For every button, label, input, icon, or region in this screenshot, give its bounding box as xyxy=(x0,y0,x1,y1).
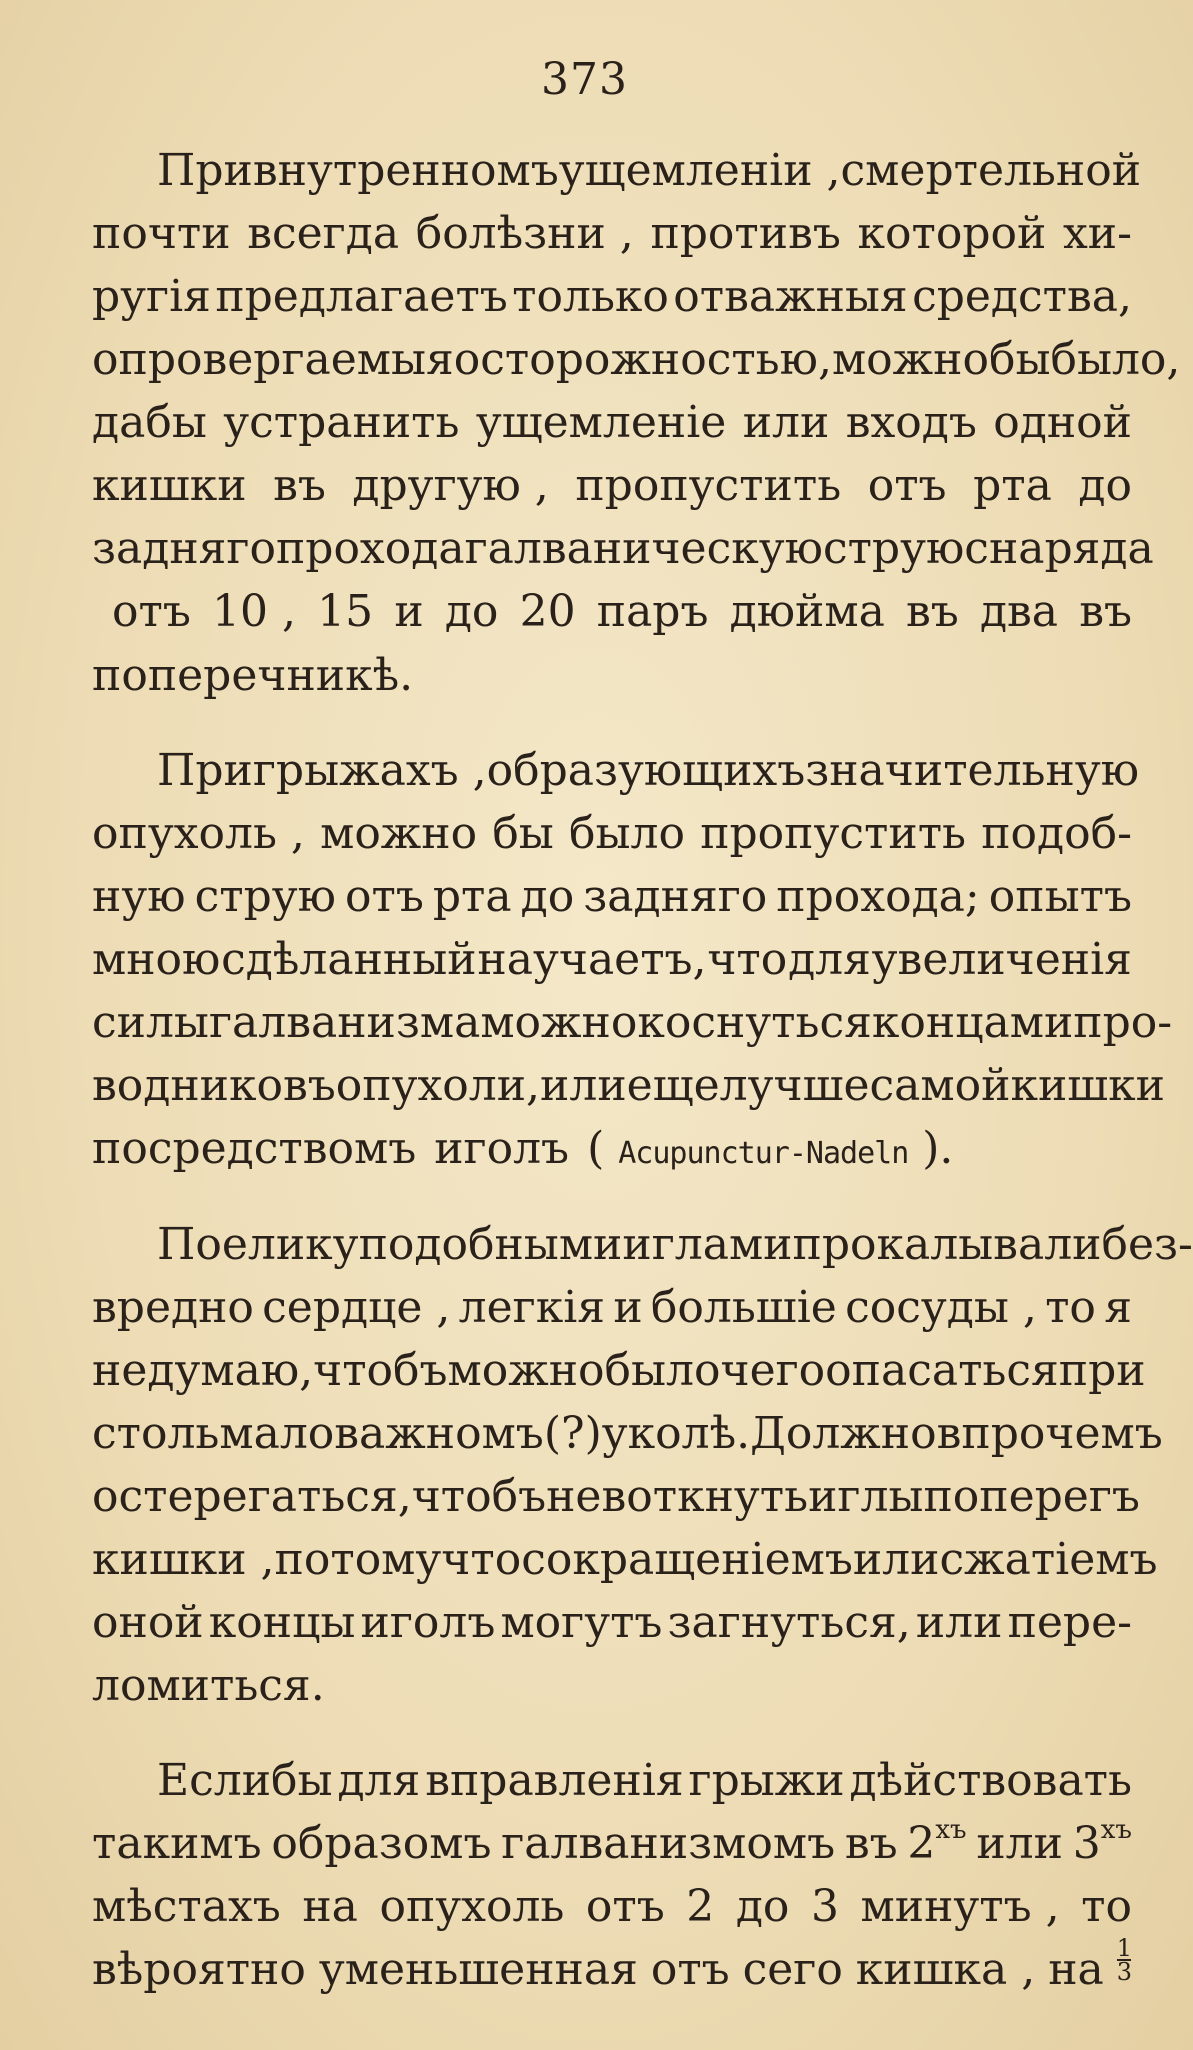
word: минутъ , xyxy=(860,1881,1060,1932)
word: было, xyxy=(1050,334,1181,385)
word: смертельной xyxy=(840,145,1142,196)
word: Поелику xyxy=(157,1219,359,1270)
text-line xyxy=(92,1811,1132,1877)
word: увеличенія xyxy=(871,934,1132,985)
word: ( Acupunctur-Nadeln ). xyxy=(587,1123,954,1174)
word: дабы xyxy=(92,397,207,448)
word: поперегъ xyxy=(923,1471,1140,1522)
text-line xyxy=(112,579,1132,645)
word: иглы xyxy=(808,1471,924,1522)
word: образующихъ xyxy=(486,745,806,796)
word: опухоли, xyxy=(335,1060,541,1111)
text-line xyxy=(92,201,1132,267)
text-line xyxy=(92,1053,1165,1119)
word: лучше xyxy=(719,1060,870,1111)
word: галванизмомъ xyxy=(501,1818,836,1869)
word: ущемленіе xyxy=(475,397,727,448)
word: для xyxy=(337,1755,421,1806)
word: чего xyxy=(720,1345,826,1396)
word: иглами xyxy=(622,1219,793,1270)
word: 10 , xyxy=(212,586,296,637)
word: только xyxy=(512,271,669,322)
word: другую , xyxy=(352,460,549,511)
ordinal-superscript: хъ xyxy=(1100,1815,1132,1845)
word: въ xyxy=(1079,586,1132,637)
word: прокалывали xyxy=(792,1219,1102,1270)
word: силы xyxy=(92,997,209,1048)
word: болѣзни , xyxy=(415,208,634,259)
word: до xyxy=(1078,460,1132,511)
word: и xyxy=(394,586,424,637)
word: 15 xyxy=(317,586,374,637)
word: рта xyxy=(973,460,1052,511)
text-line xyxy=(92,1116,1132,1182)
word: устранить xyxy=(223,397,460,448)
text-line xyxy=(92,1653,1132,1719)
word: или xyxy=(742,397,830,448)
text-line xyxy=(92,327,1181,393)
word: или xyxy=(976,1818,1063,1869)
word: въ xyxy=(906,586,959,637)
word: или xyxy=(540,1060,627,1111)
word: вредно xyxy=(92,1282,254,1333)
page-number: 373 xyxy=(541,54,628,105)
word: уколѣ. xyxy=(601,1408,751,1459)
text-line xyxy=(92,801,1132,867)
word: пропустить xyxy=(575,460,842,511)
word: При xyxy=(157,145,253,196)
word: было xyxy=(569,808,685,859)
word: отъ xyxy=(112,586,191,637)
text-line xyxy=(92,1464,1140,1530)
word: 2 xyxy=(686,1881,715,1932)
word: до xyxy=(444,586,499,637)
word: впрочемъ xyxy=(936,1408,1163,1459)
word: можно xyxy=(480,997,638,1048)
word: иголъ xyxy=(434,1123,570,1174)
word: не xyxy=(546,1471,602,1522)
word: опухоль , xyxy=(92,808,305,859)
word: кишки xyxy=(92,460,247,511)
text-line xyxy=(92,1275,1132,1341)
word: остерегаться, xyxy=(92,1471,412,1522)
word: загнуться, xyxy=(667,1597,911,1648)
word: до xyxy=(735,1881,790,1932)
word: воткнуть xyxy=(601,1471,809,1522)
word: грыжахъ , xyxy=(252,745,487,796)
fraction xyxy=(1116,1934,1132,2003)
word: научаетъ, xyxy=(477,934,707,985)
word: то xyxy=(1081,1881,1132,1932)
word: без- xyxy=(1101,1219,1193,1270)
word: паръ xyxy=(596,586,709,637)
word: (?) xyxy=(543,1408,602,1459)
word: подобными xyxy=(358,1219,623,1270)
text-line xyxy=(92,516,1154,582)
word: на xyxy=(1048,1944,1104,1995)
word: снаряда xyxy=(964,523,1154,574)
fraction-numerator: 1 xyxy=(1116,1934,1132,1962)
text-line xyxy=(92,643,1132,709)
word: водниковъ xyxy=(92,1060,336,1111)
word: предлагаетъ xyxy=(215,271,508,322)
word: противъ xyxy=(650,208,841,259)
word: струю xyxy=(822,523,965,574)
word: отъ xyxy=(344,871,424,922)
word: про- xyxy=(1073,997,1173,1048)
word: можно xyxy=(447,1345,605,1396)
word: $2^{хъ}$ xyxy=(907,1815,967,1869)
word: 3 xyxy=(810,1881,839,1932)
word: два xyxy=(979,586,1059,637)
fraction-denominator: 3 xyxy=(1116,1958,1132,1986)
word: еще xyxy=(626,1060,720,1111)
word: кишки , xyxy=(92,1534,275,1585)
word: и xyxy=(613,1282,643,1333)
text-line xyxy=(92,864,1132,930)
word: Еслибы xyxy=(157,1755,333,1806)
word: большіе xyxy=(650,1282,837,1333)
word: отъ xyxy=(650,1944,730,1995)
word: подоб- xyxy=(981,808,1132,859)
word: Должно xyxy=(750,1408,937,1459)
word: при xyxy=(1058,1345,1146,1396)
word: одной xyxy=(993,397,1132,448)
word: 20 xyxy=(519,586,576,637)
word: ломиться. xyxy=(92,1660,325,1711)
text-line xyxy=(92,453,1132,519)
word: концами xyxy=(871,997,1074,1048)
word: дюйма xyxy=(729,586,885,637)
word: задняго xyxy=(583,871,768,922)
word: бы xyxy=(492,808,554,859)
word: могутъ xyxy=(500,1597,663,1648)
word: думаю, xyxy=(147,1345,314,1396)
word: прохода; xyxy=(776,871,980,922)
word: посредствомъ xyxy=(92,1123,417,1174)
word: сего xyxy=(742,1944,843,1995)
word: оной xyxy=(92,1597,204,1648)
word: вправленія xyxy=(425,1755,684,1806)
word: въ xyxy=(273,460,326,511)
word: концы xyxy=(208,1597,356,1648)
word: мною xyxy=(92,934,221,985)
word: то xyxy=(1045,1282,1096,1333)
word: чтобъ xyxy=(411,1471,547,1522)
word: дѣйствовать xyxy=(849,1755,1132,1806)
word: сосуды , xyxy=(845,1282,1037,1333)
word: кишки xyxy=(1010,1060,1165,1111)
word: $3^{хъ}$ xyxy=(1072,1815,1132,1869)
word: коснуться xyxy=(637,997,872,1048)
word: сердце , xyxy=(262,1282,451,1333)
word: что xyxy=(707,934,788,985)
text-line xyxy=(157,738,1140,804)
word: что xyxy=(441,1534,522,1585)
text-line xyxy=(157,138,1142,204)
text-line xyxy=(92,1401,1163,1467)
word: поперечникѣ. xyxy=(92,650,414,701)
word: При xyxy=(157,745,253,796)
word: опасаться xyxy=(825,1345,1059,1396)
word: сдѣланный xyxy=(221,934,477,985)
word: внутренномъ xyxy=(252,145,559,196)
text-line xyxy=(92,927,1132,993)
word: осторожностью, xyxy=(453,334,832,385)
text-line xyxy=(92,264,1132,330)
word: ущемленіи , xyxy=(558,145,841,196)
word: уменьшенная xyxy=(318,1944,638,1995)
word: до xyxy=(520,871,575,922)
word: галваническую xyxy=(464,523,823,574)
word: образомъ xyxy=(271,1818,492,1869)
word: входъ xyxy=(845,397,977,448)
word: въ xyxy=(844,1818,898,1869)
word: струю xyxy=(194,871,336,922)
text-line xyxy=(157,1748,1132,1814)
word: отважныя xyxy=(673,271,908,322)
word: мѣстахъ xyxy=(92,1881,281,1932)
word: было xyxy=(604,1345,721,1396)
word: кишка , xyxy=(855,1944,1036,1995)
word: опровергаемыя xyxy=(92,334,454,385)
word: отъ xyxy=(867,460,947,511)
word: прохода xyxy=(275,523,465,574)
word: я xyxy=(1104,1282,1132,1333)
text-line xyxy=(92,390,1132,456)
word: рта xyxy=(432,871,512,922)
word: иголъ xyxy=(360,1597,496,1648)
word: значительную xyxy=(805,745,1140,796)
word: чтобъ xyxy=(313,1345,448,1396)
word: пере- xyxy=(1007,1597,1132,1648)
word: почти xyxy=(92,208,231,259)
word: ругія xyxy=(92,271,211,322)
word: можно xyxy=(320,808,478,859)
word: всегда xyxy=(247,208,400,259)
word: средства, xyxy=(912,271,1132,322)
word: опытъ xyxy=(988,871,1132,922)
word: или xyxy=(852,1534,940,1585)
word: пропустить xyxy=(700,808,966,859)
word: потому xyxy=(274,1534,442,1585)
word: хи- xyxy=(1062,208,1132,259)
word: сокращеніемъ xyxy=(521,1534,853,1585)
text-line xyxy=(92,990,1173,1056)
word: вѣроятно xyxy=(92,1944,306,1995)
word: маловажномъ xyxy=(219,1408,544,1459)
text-line xyxy=(92,1874,1132,1940)
word: или xyxy=(915,1597,1003,1648)
word: задняго xyxy=(92,523,276,574)
word: которой xyxy=(857,208,1047,259)
text-line xyxy=(157,1212,1193,1278)
text-line xyxy=(92,1527,1158,1593)
word: такимъ xyxy=(92,1818,262,1869)
word: для xyxy=(788,934,871,985)
word: на xyxy=(302,1881,358,1932)
word: бы xyxy=(988,334,1051,385)
word: не xyxy=(92,1345,148,1396)
word: столь xyxy=(92,1408,220,1459)
text-line xyxy=(92,1934,1132,2003)
text-line xyxy=(92,1338,1146,1404)
word: ную xyxy=(92,871,186,922)
text-line xyxy=(92,1590,1132,1656)
word: сжатіемъ xyxy=(939,1534,1158,1585)
word: легкія xyxy=(458,1282,606,1333)
word: отъ xyxy=(585,1881,665,1932)
ordinal-superscript: хъ xyxy=(935,1815,967,1845)
word: грыжи xyxy=(688,1755,845,1806)
word: можно xyxy=(831,334,989,385)
word: галванизма xyxy=(208,997,481,1048)
word: опухоль xyxy=(379,1881,565,1932)
word: самой xyxy=(869,1060,1011,1111)
